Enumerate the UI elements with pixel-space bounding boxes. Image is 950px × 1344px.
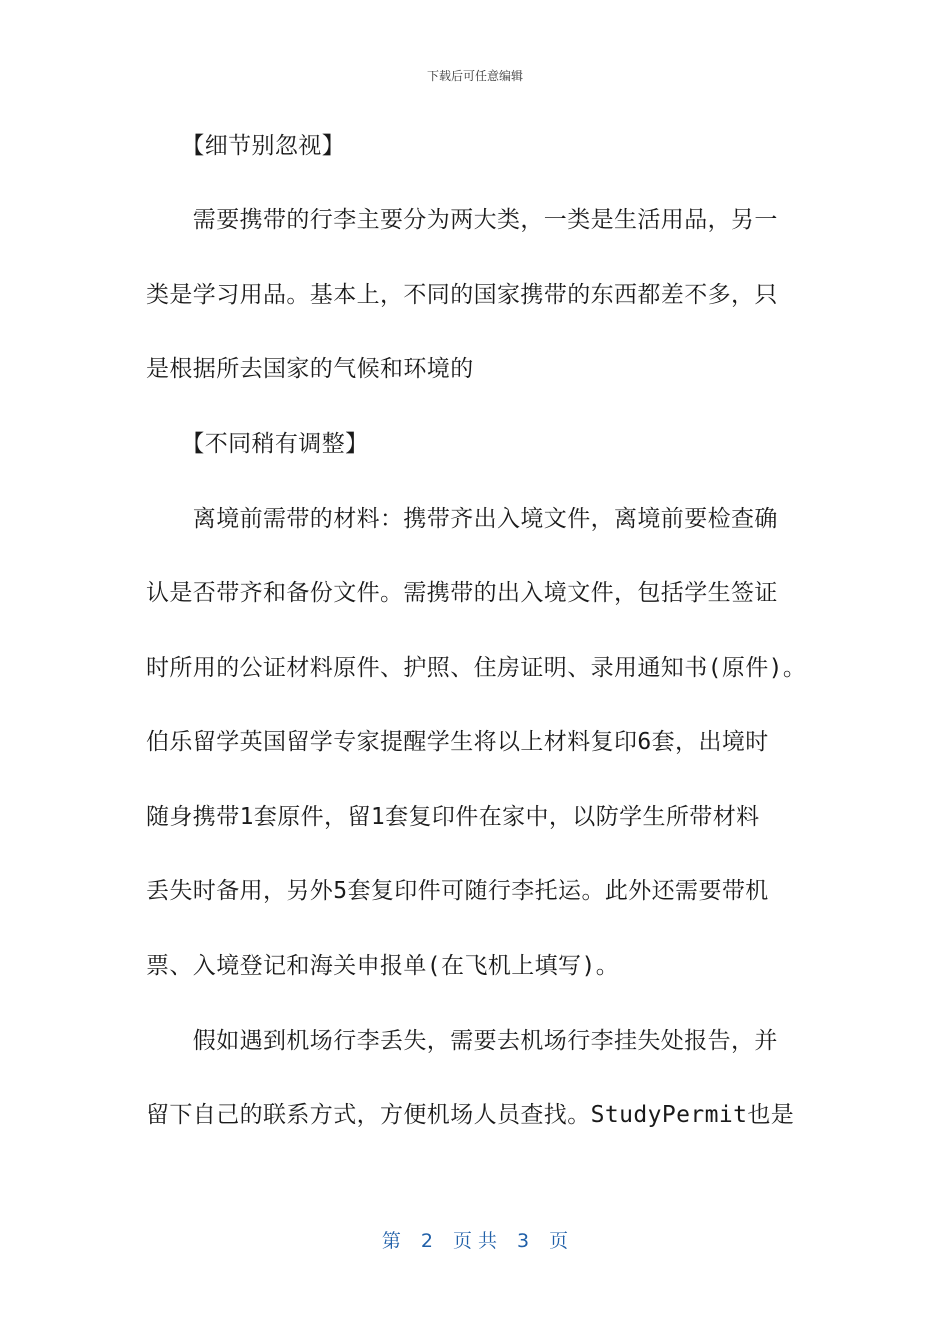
footer-page-total: 3	[517, 1230, 530, 1252]
text-line: 【不同稍有调整】	[146, 431, 369, 457]
header-note: 下载后可任意编辑	[426, 69, 523, 83]
text-line: 认是否带齐和备份文件。需携带的出入境文件，包括学生签证	[146, 580, 778, 606]
text-line: 伯乐留学英国留学专家提醒学生将以上材料复印6套，出境时	[146, 729, 769, 755]
text-line: 【细节别忽视】	[146, 133, 346, 159]
footer-label-di: 第	[381, 1230, 401, 1252]
footer-label-ye: 页	[549, 1230, 569, 1252]
text-line: 假如遇到机场行李丢失，需要去机场行李挂失处报告，并	[146, 1028, 778, 1054]
text-line: 需要携带的行李主要分为两大类，一类是生活用品，另一	[146, 207, 778, 233]
text-line: 丢失时备用，另外5套复印件可随行李托运。此外还需要带机	[146, 878, 769, 904]
text-line: 票、入境登记和海关申报单(在飞机上填写)。	[146, 953, 620, 979]
text-line: 时所用的公证材料原件、护照、住房证明、录用通知书(原件)。	[146, 655, 807, 681]
text-line: 离境前需带的材料：携带齐出入境文件，离境前要检查确	[146, 506, 778, 532]
text-line: 是根据所去国家的气候和环境的	[146, 356, 474, 382]
text-line: 类是学习用品。基本上，不同的国家携带的东西都差不多，只	[146, 282, 778, 308]
footer-label-ye-gong: 页 共	[452, 1230, 498, 1252]
footer-page-current: 2	[420, 1230, 433, 1252]
page-footer	[0, 1226, 950, 1253]
text-line: 随身携带1套原件，留1套复印件在家中，以防学生所带材料	[146, 804, 760, 830]
text-line: 留下自己的联系方式，方便机场人员查找。StudyPermit也是	[146, 1102, 795, 1128]
